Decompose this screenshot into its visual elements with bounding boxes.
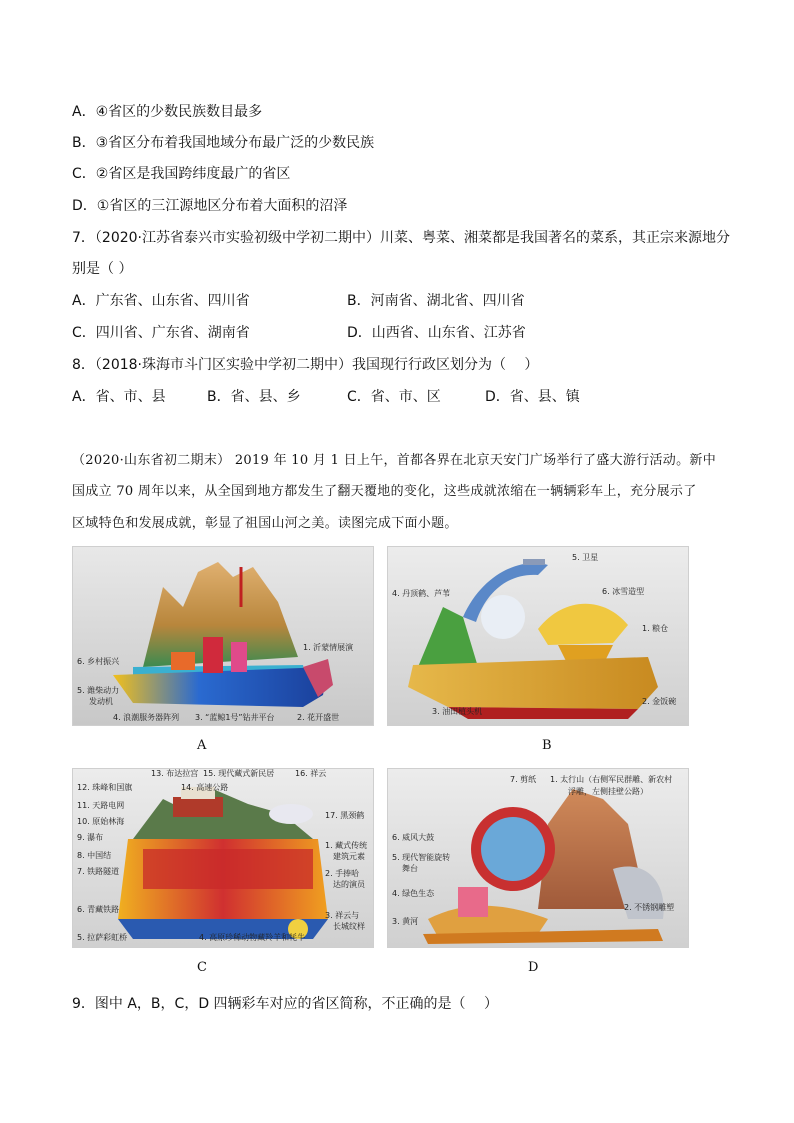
- q8-stem: 8．（2018·珠海市斗门区实验中学初二期中）我国现行行政区划分为（ ）: [72, 357, 539, 373]
- float-a-label-2: 2. 花开盛世: [297, 713, 340, 722]
- float-c-label-12: 12. 珠峰和国旗: [77, 783, 133, 792]
- float-c-label-3b: 长城纹样: [333, 922, 365, 931]
- float-d-label-2: 2. 不锈钢雕塑: [624, 903, 675, 912]
- float-d-label-4: 4. 绿色生态: [392, 889, 435, 898]
- float-c-label-17: 17. 黑颈鹤: [325, 811, 365, 820]
- float-d-label-1b: 浮雕，左侧挂壁公路）: [568, 787, 648, 796]
- float-c-label-2: 2. 手捧哈: [325, 869, 360, 878]
- float-b-label-3: 3. 油田植头机: [432, 707, 483, 716]
- float-photo-c: [72, 768, 374, 948]
- float-photo-d: [387, 768, 689, 948]
- q8-option-c: C．省、市、区: [347, 389, 441, 405]
- float-c-label-4: 4. 高原珍稀动物藏羚羊和牦牛: [199, 933, 306, 942]
- q6-option-b: B．③省区分布着我国地域分布最广泛的少数民族: [72, 135, 375, 151]
- float-a-label-3: 3. “蓝鲸1号”钻井平台: [195, 713, 275, 722]
- float-b-label-2: 2. 金饭碗: [642, 697, 677, 706]
- q6-option-c: C．②省区是我国跨纬度最广的省区: [72, 166, 291, 182]
- float-b-label-1: 1. 粮仓: [642, 624, 669, 633]
- float-c-label-8: 8. 中国结: [77, 851, 112, 860]
- float-b-label-5: 5. 卫星: [572, 553, 599, 562]
- q7-option-d: D．山西省、山东省、江苏省: [347, 325, 526, 341]
- q7-option-b: B．河南省、湖北省、四川省: [347, 293, 525, 309]
- float-d-label-5b: 舞台: [402, 864, 418, 873]
- float-a-label-5: 5. 潍柴动力: [77, 686, 120, 695]
- float-c-label-6: 6. 青藏铁路: [77, 905, 120, 914]
- float-photo-a: [72, 546, 374, 726]
- q8-option-d: D．省、县、镇: [485, 389, 580, 405]
- float-c-label-16: 16. 祥云: [295, 769, 327, 778]
- float-d-label-3: 3. 黄河: [392, 917, 419, 926]
- q6-option-d: D．①省区的三江源地区分布着大面积的沼泽: [72, 198, 348, 214]
- float-c-label-2b: 达的演员: [333, 880, 365, 889]
- q9-stem: 9．图中 A，B，C，D 四辆彩车对应的省区简称，不正确的是（ ）: [72, 996, 498, 1012]
- float-a-illustration: [73, 547, 373, 725]
- float-d-label-7: 7. 剪纸: [510, 775, 537, 784]
- intro-line3: 区域特色和发展成就，彰显了祖国山河之美。读图完成下面小题。: [72, 516, 458, 531]
- float-d-label-6: 6. 威风大鼓: [392, 833, 435, 842]
- q8-option-a: A．省、市、县: [72, 389, 166, 405]
- float-d-label-1: 1. 太行山（右侧军民群雕、新农村: [550, 775, 673, 784]
- float-c-label-13: 13. 布达拉宫: [151, 769, 199, 778]
- q7-option-c: C．四川省、广东省、湖南省: [72, 325, 250, 341]
- float-d-label-5: 5. 现代智能旋转: [392, 853, 451, 862]
- float-c-label-11: 11. 天路电网: [77, 801, 125, 810]
- float-a-label-4: 4. 浪潮服务器阵列: [113, 713, 180, 722]
- float-c-label-15: 15. 现代藏式新民居: [203, 769, 275, 778]
- float-d-caption: D: [528, 960, 539, 975]
- float-c-label-3: 3. 祥云与: [325, 911, 360, 920]
- float-photo-b: [387, 546, 689, 726]
- float-a-label-5b: 发动机: [89, 697, 113, 706]
- float-c-label-7: 7. 铁路隧道: [77, 867, 120, 876]
- float-b-label-4: 4. 丹顶鹤、芦苇: [392, 589, 451, 598]
- float-c-label-9: 9. 瀑布: [77, 833, 104, 842]
- float-b-caption: B: [542, 738, 552, 753]
- float-b-label-6: 6. 冰雪造型: [602, 587, 645, 596]
- q7-stem-line1: 7．（2020·江苏省泰兴市实验初级中学初二期中）川菜、粤菜、湘菜都是我国著名的菜系，其正宗来源地分: [72, 230, 730, 246]
- intro-line1: （2020·山东省初二期末） 2019 年 10 月 1 日上午，首都各界在北京天安门广场举行了盛大游行活动。新中: [72, 453, 717, 468]
- float-c-label-14: 14. 高速公路: [181, 783, 229, 792]
- intro-line2: 国成立 70 周年以来，从全国到地方都发生了翻天覆地的变化，这些成就浓缩在一辆辆彩车上，充分展示了: [72, 484, 697, 499]
- q6-option-a: A．④省区的少数民族数目最多: [72, 104, 263, 120]
- float-c-label-1: 1. 藏式传统: [325, 841, 368, 850]
- float-c-caption: C: [197, 960, 207, 975]
- float-a-label-6: 6. 乡村振兴: [77, 657, 120, 666]
- q8-option-b: B．省、县、乡: [207, 389, 301, 405]
- q7-option-a: A．广东省、山东省、四川省: [72, 293, 250, 309]
- float-c-label-1b: 建筑元素: [333, 852, 365, 861]
- float-a-caption: A: [197, 738, 207, 753]
- float-c-label-5: 5. 拉萨彩虹桥: [77, 933, 128, 942]
- float-c-label-10: 10. 原始林海: [77, 817, 125, 826]
- q7-stem-line2: 别是（ ）: [72, 261, 133, 277]
- float-a-label-1: 1. 沂蒙情展演: [303, 643, 354, 652]
